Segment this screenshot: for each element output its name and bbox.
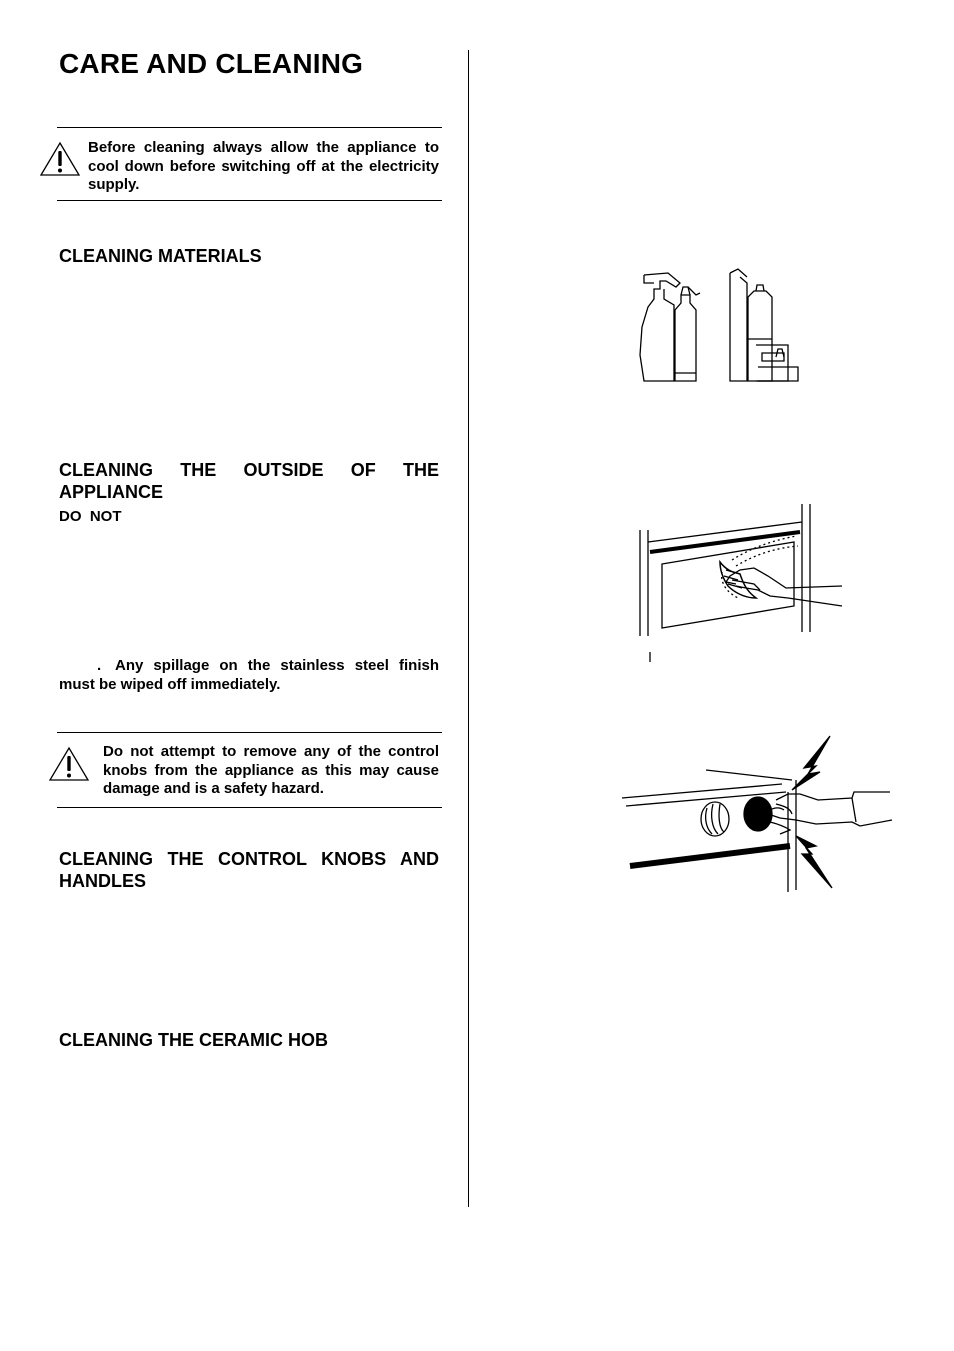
- spillage-text-line1: Any spillage on the stainless steel finish: [115, 657, 439, 674]
- wiping-oven-illustration: [636, 502, 846, 662]
- warning-1-text: Before cleaning always allow the appliance to cool down before switching off at the electricity supply.: [88, 139, 439, 193]
- spillage-text-line2: must be wiped off immediately.: [59, 676, 281, 693]
- do-not-label: DO NOT: [59, 508, 122, 525]
- heading-cleaning-materials: CLEANING MATERIALS: [59, 246, 262, 266]
- heading-cleaning-outside-line2: APPLIANCE: [59, 482, 164, 502]
- warning-triangle-icon: [48, 746, 90, 782]
- heading-cleaning-outside-line1: CLEANING THE OUTSIDE OF THE: [59, 460, 439, 480]
- warning-2-text: Do not attempt to remove any of the control knobs from the appliance as this may cause damage and is a safety hazard.: [103, 743, 439, 797]
- warning-2-bottom-rule: [57, 807, 442, 808]
- knob-removal-hazard-illustration: [620, 730, 896, 896]
- warning-2-top-rule: [57, 732, 442, 733]
- page-title: CARE AND CLEANING: [59, 48, 364, 79]
- heading-cleaning-ceramic-hob: CLEANING THE CERAMIC HOB: [59, 1030, 328, 1050]
- warning-1-bottom-rule: [57, 200, 442, 201]
- spillage-lead: .: [97, 657, 102, 674]
- heading-cleaning-knobs-line2: HANDLES: [59, 871, 147, 891]
- column-divider: [468, 50, 469, 1207]
- warning-1-top-rule: [57, 127, 442, 128]
- heading-cleaning-knobs-line1: CLEANING THE CONTROL KNOBS AND: [59, 849, 439, 869]
- warning-triangle-icon: [39, 141, 81, 177]
- cleaning-bottles-illustration: [630, 265, 810, 390]
